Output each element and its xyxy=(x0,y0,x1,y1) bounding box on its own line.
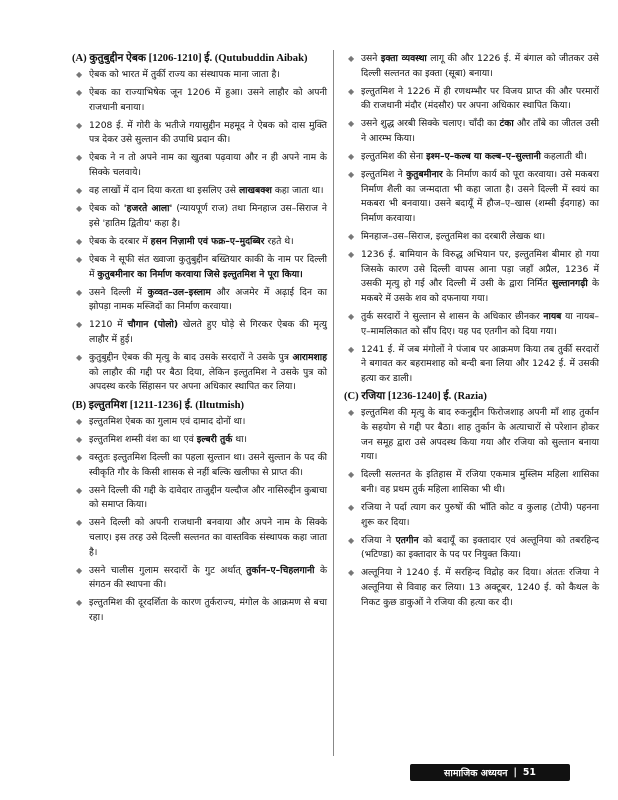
section-c-list xyxy=(344,406,599,610)
bullet-icon: ◆ xyxy=(76,236,83,246)
bullet-icon: ◆ xyxy=(348,312,355,321)
item-text: इल्तुतमिश ऐबक का गुलाम एवं दामाद दोनों था। xyxy=(89,415,246,427)
item-text: ऐबक का राज्याभिषेक जून 1206 में हुआ। उसने लाहौर को अपनी राजधानी बनाया। xyxy=(89,87,327,113)
list-item xyxy=(344,248,599,306)
item-text: इल्तुतमिश की दूरदर्शिता के कारण तुर्कराज्य, मंगोल के आक्रमण से बचा रहा। xyxy=(89,597,327,623)
item-text: उसने दिल्ली की गद्दी के दावेदार ताजुद्दीन यल्दौज और नासिरुद्दीन कुबाचा को समाप्त किया। xyxy=(89,484,327,511)
list-item xyxy=(344,406,599,464)
footer-separator: | xyxy=(513,767,517,778)
item-text: या नायब–ए–मामलिकात को सौंप दिए। यह पद एतगीन को दिया गया। xyxy=(361,311,599,337)
emphasis-text: चौगान (पोलो) xyxy=(127,319,179,331)
bullet-icon: ◆ xyxy=(348,54,355,63)
bullet-icon: ◆ xyxy=(348,344,355,354)
list-item xyxy=(72,564,327,593)
item-text: अल्तूनिया ने 1240 ई. में सरहिन्द विद्रोह कर दिया। अंततः रजिया ने अल्तूनिया से विवाह कर लिया। 13 अक्टूबर, 1240 ई. को कैथल के निकट कुछ डाकुओं ने रजिया की हत्या कर दी। xyxy=(361,567,599,608)
list-item xyxy=(72,433,327,448)
footer-subject: सामाजिक अध्ययन xyxy=(444,768,508,779)
list-item xyxy=(344,230,599,245)
page-number: 51 xyxy=(522,767,536,778)
item-text: उसने चालीस गुलाम सरदारों के गुट अर्थात् xyxy=(89,564,247,576)
list-item xyxy=(344,566,599,610)
section-a-list xyxy=(72,68,327,395)
item-text: को लाहौर की गद्दी पर बैठा दिया, लेकिन इल्तुतमिश ने उसके पुत्र को अपदस्थ करके सिंहासन पर अपना अधिकार स्थापित कर लिया। xyxy=(89,366,327,393)
section-a-heading: (A) कुतुबुद्दीन ऐबक [1206-1210] ई. (Qutubuddin Aibak) xyxy=(72,53,308,64)
emphasis-text: कुव्वत–उल–इस्लाम xyxy=(147,286,211,298)
item-text: रजिया ने पर्दा त्याग कर पुरुषों की भाँति कोट व कुलाह (टोपी) पहनना शुरू कर दिया। xyxy=(361,502,599,528)
item-text: कहलाती थी। xyxy=(540,151,587,163)
list-item xyxy=(72,451,327,480)
list-item xyxy=(72,202,327,231)
item-text: लागू की और 1226 ई. में बंगाल को जीतकर उसे दिल्ली सल्तनत का इक्ता (सूबा) बनाया। xyxy=(361,53,600,79)
bullet-icon: ◆ xyxy=(76,320,83,330)
item-text: इल्तुतमिश की सेना xyxy=(361,151,427,163)
emphasis-text: लाखबक्श xyxy=(238,185,272,197)
bullet-icon: ◆ xyxy=(348,119,355,129)
emphasis-text: एतगीन xyxy=(395,534,419,546)
list-item xyxy=(72,151,327,180)
right-column xyxy=(344,52,599,614)
item-text: ऐबक ने सूफी संत ख्वाजा कुतुबुद्दीन बख्तियार काकी के नाम पर दिल्ली में xyxy=(89,254,327,280)
bullet-icon: ◆ xyxy=(76,70,83,79)
bullet-icon: ◆ xyxy=(76,565,83,575)
bullet-icon: ◆ xyxy=(76,120,83,130)
item-text: उसने दिल्ली को अपनी राजधानी बनवाया और अपने नाम के सिक्के चलाए। इस तरह उसे दिल्ली सल्तनत का वास्तविक संस्थापक कहा जाता है। xyxy=(89,517,327,558)
bullet-icon: ◆ xyxy=(76,453,83,463)
left-column xyxy=(72,52,327,629)
bullet-icon: ◆ xyxy=(76,416,83,426)
item-text: इल्तुतमिश ने xyxy=(361,169,407,181)
bullet-icon: ◆ xyxy=(76,485,83,495)
item-text: को बदायूँ का इक्तादार एवं अल्तूनिया को तबरहिन्द (भटिण्डा) का इक्तादार के पद पर नियुक्त किया। xyxy=(361,534,600,561)
list-item xyxy=(344,343,599,387)
bullet-icon: ◆ xyxy=(76,353,83,363)
list-item xyxy=(344,117,599,146)
bullet-icon: ◆ xyxy=(348,152,355,162)
item-text: के मकबरे में उसके शव को दफनाया गया। xyxy=(361,278,600,304)
item-text: ऐबक ने न तो अपने नाम का खुतबा पढ़वाया और न ही अपने नाम के सिक्के चलवाये। xyxy=(89,152,327,179)
item-text: उसने शुद्ध अरबी सिक्के चलाए। चाँदी का xyxy=(361,118,500,130)
list-item xyxy=(72,68,327,83)
emphasis-text: इल्बरी तुर्क xyxy=(196,433,233,445)
bullet-icon: ◆ xyxy=(348,86,355,96)
section-b-list xyxy=(72,415,327,626)
list-item xyxy=(72,484,327,513)
item-text: रहते थे। xyxy=(264,235,294,247)
item-text: उसने दिल्ली में xyxy=(89,286,148,298)
item-text: ऐबक के दरबार में xyxy=(89,235,151,247)
emphasis-text: टंका xyxy=(499,118,514,130)
emphasis-text: आरामशाह xyxy=(292,352,327,364)
emphasis-text: कुतुबमीनार xyxy=(406,169,443,181)
list-item xyxy=(72,235,327,250)
item-text: उसने xyxy=(361,53,381,64)
emphasis-text: 'हजरते आला' xyxy=(123,203,173,215)
item-text: वस्तुतः इल्तुतमिश दिल्ली का पहला सुल्तान था। उसने सुल्तान के पद की स्वीकृति गौर के किसी शासक से नहीं बल्कि खलीफा से प्राप्त की। xyxy=(89,452,327,478)
column-divider xyxy=(333,50,334,756)
item-text: के संगठन की स्थापना की। xyxy=(89,564,327,591)
bullet-icon: ◆ xyxy=(348,470,355,480)
item-text: 1210 में xyxy=(89,319,128,331)
emphasis-text: हसन निज़ामी एवं फक्र–ए–मुदब्बिर xyxy=(150,235,265,247)
list-item xyxy=(72,351,327,395)
list-item xyxy=(72,596,327,625)
list-item xyxy=(72,119,327,148)
bullet-icon: ◆ xyxy=(348,170,355,180)
item-text: (न्यायपूर्ण राज) तथा मिनहाज उस–सिराज ने इसे 'हातिम द्वितीय' कहा है। xyxy=(89,203,327,229)
bullet-icon: ◆ xyxy=(76,153,83,163)
item-text: रजिया ने xyxy=(361,534,396,546)
emphasis-text: नायब xyxy=(543,311,562,322)
list-item xyxy=(344,534,599,563)
item-text: कहा जाता था। xyxy=(271,185,324,197)
emphasis-text: सुल्तानगढ़ी xyxy=(552,278,588,290)
list-item xyxy=(344,468,599,497)
emphasis-text: इक्ता व्यवस्था xyxy=(380,53,427,64)
item-text: और अजमेर में अढ़ाई दिन का झोपड़ा नामक मस्जिदों का निर्माण करवाया। xyxy=(89,286,327,313)
bullet-icon: ◆ xyxy=(348,408,355,418)
item-text: के निर्माण कार्य को पूरा करवाया। उसे मकबरा निर्माण शैली का जन्मदाता भी कहा जाता है। उसने दिल्ली में स्वयं का मकबरा भी बनवाया। उसने बदायूँ में हौज–ए–खास (शम्सी ईदगाह) का निर्माण करवाया। xyxy=(361,169,599,224)
list-item xyxy=(344,85,599,114)
bullet-icon: ◆ xyxy=(76,434,83,444)
bullet-icon: ◆ xyxy=(348,568,355,578)
bullet-icon: ◆ xyxy=(76,204,83,214)
item-text: और ताँबे का जीतल उसी ने आरम्भ किया। xyxy=(361,118,599,144)
bullet-icon: ◆ xyxy=(348,535,355,545)
emphasis-text: तुर्कान–ए–चिहलगानी xyxy=(246,564,315,576)
emphasis-text: इश्म–ए–कल्ब या कल्ब–ए–सुल्तानी xyxy=(426,151,541,163)
item-text: मिनहाज–उस–सिराज, इल्तुतमिश का दरबारी लेखक था। xyxy=(361,231,546,243)
section-c-heading: (C) रजिया [1236-1240] ई. (Razia) xyxy=(344,391,487,403)
bullet-icon: ◆ xyxy=(76,287,83,297)
list-item xyxy=(72,318,327,347)
emphasis-text: कुतुबमीनार का निर्माण करवाया जिसे इल्तुतमिश ने पूरा किया। xyxy=(97,268,303,280)
item-text: 1236 ई. बामियान के विरुद्ध अभियान पर, इल्तुतमिश बीमार हो गया जिसके कारण उसे दिल्ली वापस आना पड़ा जहाँ अप्रैल, 1236 में उसकी मृत्यु हो गई और दिल्ली में उसी के द्वारा निर्मित xyxy=(361,249,599,290)
list-item xyxy=(72,516,327,560)
list-item xyxy=(344,168,599,226)
bullet-icon: ◆ xyxy=(348,232,355,242)
list-item xyxy=(344,501,599,530)
item-text: तुर्क सरदारों ने सुल्तान से शासन के अधिकार छीनकर xyxy=(361,311,544,322)
bullet-icon: ◆ xyxy=(76,518,83,528)
item-text: कुतुबुद्दीन ऐबक की मृत्यु के बाद उसके सरदारों ने उसके पुत्र xyxy=(89,352,293,364)
section-b-heading: (B) इल्तुतमिश [1211-1236] ई. (Iltutmish) xyxy=(72,399,245,411)
list-item xyxy=(344,52,599,81)
list-item xyxy=(72,415,327,430)
item-text: इल्तुतमिश की मृत्यु के बाद रुकनुद्दीन फिरोजशाह अपनी माँ शाह तुर्कान के सहयोग से गद्दी पर बैठा। शाह तुर्कान के अत्याचारों से परेशान होकर जन समूह द्वारा उसे अपदस्थ किया गया और रजिया को सुल्तान बनाया गया। xyxy=(361,407,599,463)
bullet-icon: ◆ xyxy=(348,503,355,513)
item-text: ऐबक को भारत में तुर्की राज्य का संस्थापक माना जाता है। xyxy=(89,69,280,80)
list-item xyxy=(344,150,599,165)
item-text: था। xyxy=(232,433,247,445)
bullet-icon: ◆ xyxy=(348,250,355,260)
list-item xyxy=(72,286,327,315)
item-text: इल्तुतमिश ने 1226 में ही रणथम्भौर पर विजय प्राप्त की और परमारों की राजधानी मंदौर (मंदसौर) पर अपना अधिकार स्थापित किया। xyxy=(361,85,599,112)
item-text: ऐबक को xyxy=(89,203,124,215)
list-item xyxy=(72,184,327,199)
item-text: वह लाखों में दान दिया करता था इसलिए उसे xyxy=(89,185,239,197)
bullet-icon: ◆ xyxy=(76,598,83,608)
section-b-continued-list xyxy=(344,52,599,386)
bullet-icon: ◆ xyxy=(76,88,83,98)
list-item xyxy=(344,310,599,339)
bullet-icon: ◆ xyxy=(76,255,83,265)
item-text: इल्तुतमिश शम्सी वंश का था एवं xyxy=(89,433,197,445)
list-item xyxy=(72,253,327,282)
item-text: 1208 ई. में गोरी के भतीजे गयासुद्दीन महमूद ने ऐबक को दास मुक्ति पत्र देकर उसे सुल्तान की उपाधि प्रदान की। xyxy=(89,119,327,146)
item-text: 1241 ई. में जब मंगोलों ने पंजाब पर आक्रमण किया तब तुर्की सरदारों ने बगावत कर बहरामशाह को बन्दी बना लिया और 1242 ई. में उसकी हत्या कर डाली। xyxy=(361,343,599,384)
page-footer xyxy=(410,764,570,781)
list-item xyxy=(72,86,327,115)
bullet-icon: ◆ xyxy=(76,186,83,196)
item-text: खेलते हुए घोड़े से गिरकर ऐबक की मृत्यु लाहौर में हुई। xyxy=(89,319,328,345)
item-text: दिल्ली सल्तनत के इतिहास में रजिया एकमात्र मुस्लिम महिला शासिका बनी। वह प्रथम तुर्क महिला शासिका भी थी। xyxy=(361,469,599,495)
